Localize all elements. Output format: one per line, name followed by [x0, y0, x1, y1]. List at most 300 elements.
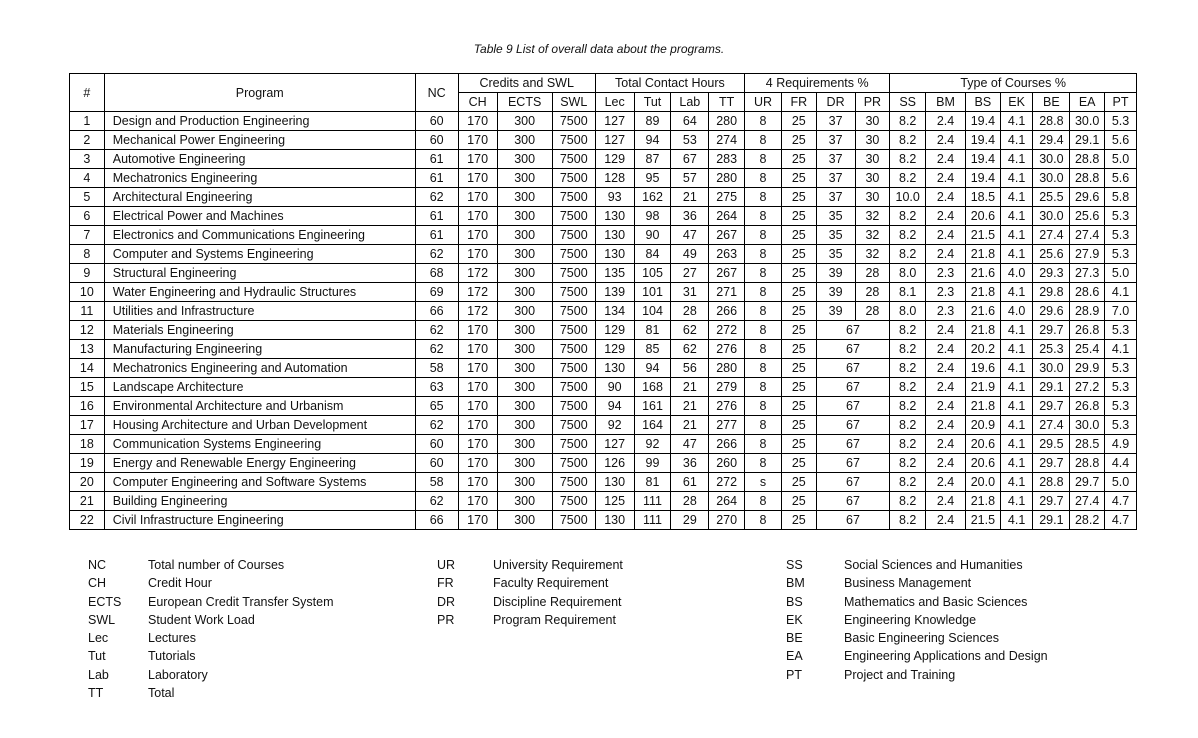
cell-index: 21 [70, 492, 105, 511]
cell-bm: 2.4 [926, 207, 966, 226]
cell-be: 29.7 [1033, 454, 1070, 473]
cell-ch: 172 [458, 302, 497, 321]
cell-program: Housing Architecture and Urban Development [104, 416, 415, 435]
cell-lab: 61 [671, 473, 709, 492]
cell-bs: 21.5 [965, 226, 1000, 245]
cell-ek: 4.1 [1000, 283, 1033, 302]
cell-lab: 67 [671, 150, 709, 169]
legend-description: Discipline Requirement [493, 594, 622, 609]
cell-ch: 170 [458, 207, 497, 226]
cell-swl: 7500 [552, 340, 595, 359]
cell-index: 7 [70, 226, 105, 245]
cell-ch: 170 [458, 454, 497, 473]
cell-bm: 2.3 [926, 302, 966, 321]
programs-table [69, 73, 1137, 530]
cell-tt: 283 [709, 150, 745, 169]
cell-lec: 130 [595, 226, 634, 245]
cell-ch: 170 [458, 245, 497, 264]
cell-ects: 300 [497, 283, 552, 302]
header-group-contact: Total Contact Hours [595, 74, 744, 93]
legend-item [786, 611, 1048, 629]
cell-ur: 8 [745, 188, 782, 207]
cell-fr: 25 [781, 226, 816, 245]
header-nc: NC [415, 74, 458, 112]
cell-fr: 25 [781, 169, 816, 188]
cell-tut: 85 [634, 340, 671, 359]
cell-lec: 127 [595, 435, 634, 454]
table-row [70, 454, 1137, 473]
legend-item [786, 647, 1048, 665]
table-row [70, 302, 1137, 321]
cell-ects: 300 [497, 112, 552, 131]
cell-pt: 5.3 [1105, 321, 1137, 340]
cell-fr: 25 [781, 321, 816, 340]
header-ur: UR [745, 93, 782, 112]
cell-program: Mechanical Power Engineering [104, 131, 415, 150]
cell-ss: 8.2 [890, 454, 926, 473]
cell-program: Manufacturing Engineering [104, 340, 415, 359]
cell-ch: 172 [458, 264, 497, 283]
cell-ea: 28.5 [1070, 435, 1105, 454]
legend-column-course-types [786, 556, 1048, 684]
legend-item [88, 574, 334, 592]
cell-ss: 8.2 [890, 112, 926, 131]
legend-item [88, 611, 334, 629]
cell-be: 25.3 [1033, 340, 1070, 359]
cell-bs: 21.6 [965, 302, 1000, 321]
cell-index: 16 [70, 397, 105, 416]
cell-nc: 62 [415, 321, 458, 340]
cell-fr: 25 [781, 416, 816, 435]
legend-description: European Credit Transfer System [148, 594, 334, 609]
cell-lab: 21 [671, 416, 709, 435]
cell-pt: 5.0 [1105, 150, 1137, 169]
cell-tt: 263 [709, 245, 745, 264]
cell-tt: 272 [709, 473, 745, 492]
cell-fr: 25 [781, 454, 816, 473]
cell-fr: 25 [781, 378, 816, 397]
cell-be: 29.5 [1033, 435, 1070, 454]
cell-nc: 60 [415, 454, 458, 473]
cell-tut: 92 [634, 435, 671, 454]
cell-nc: 60 [415, 435, 458, 454]
cell-ek: 4.1 [1000, 454, 1033, 473]
cell-pr: 28 [855, 283, 890, 302]
cell-lec: 135 [595, 264, 634, 283]
legend-description: Project and Training [844, 667, 956, 682]
cell-ur: 8 [745, 359, 782, 378]
header-row-groups [70, 74, 1137, 93]
cell-swl: 7500 [552, 397, 595, 416]
cell-program: Computer Engineering and Software Systems [104, 473, 415, 492]
cell-bs: 19.4 [965, 131, 1000, 150]
cell-ur: 8 [745, 112, 782, 131]
cell-fr: 25 [781, 245, 816, 264]
cell-index: 5 [70, 188, 105, 207]
legend-description: Total number of Courses [148, 558, 285, 572]
cell-index: 2 [70, 131, 105, 150]
cell-ur: 8 [745, 131, 782, 150]
header-index: # [70, 74, 105, 112]
cell-ur: 8 [745, 492, 782, 511]
header-ek: EK [1000, 93, 1033, 112]
cell-pt: 5.3 [1105, 397, 1137, 416]
cell-program: Structural Engineering [104, 264, 415, 283]
cell-ects: 300 [497, 492, 552, 511]
cell-ur: 8 [745, 264, 782, 283]
cell-program: Water Engineering and Hydraulic Structures [104, 283, 415, 302]
cell-ur: 8 [745, 283, 782, 302]
cell-bm: 2.4 [926, 397, 966, 416]
cell-bm: 2.4 [926, 188, 966, 207]
cell-ss: 8.0 [890, 264, 926, 283]
cell-ur: 8 [745, 397, 782, 416]
cell-fr: 25 [781, 492, 816, 511]
cell-swl: 7500 [552, 302, 595, 321]
cell-bs: 20.0 [965, 473, 1000, 492]
cell-ea: 27.9 [1070, 245, 1105, 264]
legend-description: Engineering Applications and Design [844, 649, 1048, 664]
cell-ea: 26.8 [1070, 397, 1105, 416]
cell-index: 19 [70, 454, 105, 473]
cell-lab: 21 [671, 397, 709, 416]
legend-abbreviation: ECTS [88, 594, 122, 609]
cell-tut: 168 [634, 378, 671, 397]
cell-tt: 272 [709, 321, 745, 340]
cell-ek: 4.1 [1000, 131, 1033, 150]
cell-bs: 20.2 [965, 340, 1000, 359]
cell-ea: 29.1 [1070, 131, 1105, 150]
cell-pt: 4.1 [1105, 283, 1137, 302]
table-row [70, 226, 1137, 245]
cell-index: 20 [70, 473, 105, 492]
cell-program: Mechatronics Engineering [104, 169, 415, 188]
cell-swl: 7500 [552, 264, 595, 283]
cell-program: Building Engineering [104, 492, 415, 511]
cell-tt: 260 [709, 454, 745, 473]
legend-description: Student Work Load [148, 612, 255, 627]
cell-index: 8 [70, 245, 105, 264]
cell-ss: 8.2 [890, 416, 926, 435]
cell-fr: 25 [781, 283, 816, 302]
cell-ek: 4.1 [1000, 397, 1033, 416]
legend-description: Business Management [844, 576, 972, 591]
legend-abbreviation: NC [88, 558, 107, 572]
cell-ects: 300 [497, 473, 552, 492]
cell-be: 29.6 [1033, 302, 1070, 321]
cell-bs: 21.6 [965, 264, 1000, 283]
cell-ss: 8.2 [890, 397, 926, 416]
cell-tut: 111 [634, 511, 671, 530]
cell-ea: 27.3 [1070, 264, 1105, 283]
cell-be: 25.5 [1033, 188, 1070, 207]
cell-ur: 8 [745, 435, 782, 454]
cell-be: 27.4 [1033, 226, 1070, 245]
cell-ects: 300 [497, 359, 552, 378]
cell-program: Architectural Engineering [104, 188, 415, 207]
cell-lec: 126 [595, 454, 634, 473]
cell-index: 14 [70, 359, 105, 378]
cell-lab: 28 [671, 492, 709, 511]
cell-bm: 2.4 [926, 359, 966, 378]
cell-lab: 27 [671, 264, 709, 283]
cell-swl: 7500 [552, 321, 595, 340]
cell-ch: 172 [458, 283, 497, 302]
cell-lab: 57 [671, 169, 709, 188]
cell-tt: 270 [709, 511, 745, 530]
cell-tut: 111 [634, 492, 671, 511]
cell-ea: 27.2 [1070, 378, 1105, 397]
cell-ur: 8 [745, 416, 782, 435]
cell-nc: 66 [415, 302, 458, 321]
cell-program: Design and Production Engineering [104, 112, 415, 131]
cell-bm: 2.4 [926, 416, 966, 435]
cell-fr: 25 [781, 264, 816, 283]
cell-pt: 5.3 [1105, 207, 1137, 226]
cell-ects: 300 [497, 131, 552, 150]
cell-ch: 170 [458, 511, 497, 530]
cell-lec: 90 [595, 378, 634, 397]
table-row [70, 245, 1137, 264]
cell-ek: 4.0 [1000, 302, 1033, 321]
cell-bs: 21.9 [965, 378, 1000, 397]
cell-ects: 300 [497, 511, 552, 530]
cell-ss: 8.2 [890, 359, 926, 378]
cell-ch: 170 [458, 378, 497, 397]
cell-program: Energy and Renewable Energy Engineering [104, 454, 415, 473]
cell-swl: 7500 [552, 511, 595, 530]
cell-be: 29.1 [1033, 378, 1070, 397]
cell-bm: 2.4 [926, 226, 966, 245]
legend-description: Engineering Knowledge [844, 612, 977, 627]
cell-ek: 4.1 [1000, 188, 1033, 207]
cell-swl: 7500 [552, 207, 595, 226]
cell-ek: 4.1 [1000, 359, 1033, 378]
legend-description: Lectures [148, 631, 196, 646]
cell-ea: 28.8 [1070, 169, 1105, 188]
cell-tt: 271 [709, 283, 745, 302]
cell-tut: 94 [634, 359, 671, 378]
cell-lec: 139 [595, 283, 634, 302]
cell-dr: 35 [816, 226, 855, 245]
cell-bm: 2.4 [926, 131, 966, 150]
legend-description: Tutorials [148, 649, 196, 664]
legend-abbreviation: SWL [88, 612, 116, 627]
cell-nc: 62 [415, 416, 458, 435]
header-ss: SS [890, 93, 926, 112]
cell-ss: 8.2 [890, 150, 926, 169]
cell-lab: 31 [671, 283, 709, 302]
header-pt: PT [1105, 93, 1137, 112]
cell-ss: 8.2 [890, 226, 926, 245]
cell-dr: 39 [816, 264, 855, 283]
legend-abbreviation: Lec [88, 631, 109, 646]
cell-bm: 2.4 [926, 492, 966, 511]
table-row [70, 340, 1137, 359]
cell-tt: 279 [709, 378, 745, 397]
cell-tut: 90 [634, 226, 671, 245]
cell-ch: 170 [458, 473, 497, 492]
cell-pt: 5.3 [1105, 226, 1137, 245]
cell-program: Materials Engineering [104, 321, 415, 340]
header-tut: Tut [634, 93, 671, 112]
cell-lab: 56 [671, 359, 709, 378]
cell-ch: 170 [458, 169, 497, 188]
cell-pt: 4.7 [1105, 511, 1137, 530]
cell-dr-pr-combined: 67 [816, 397, 890, 416]
cell-program: Civil Infrastructure Engineering [104, 511, 415, 530]
cell-ek: 4.1 [1000, 435, 1033, 454]
cell-bm: 2.3 [926, 283, 966, 302]
cell-dr: 35 [816, 207, 855, 226]
cell-dr-pr-combined: 67 [816, 454, 890, 473]
legend-item [786, 556, 1048, 574]
header-ch: CH [458, 93, 497, 112]
cell-pt: 5.3 [1105, 359, 1137, 378]
cell-bm: 2.3 [926, 264, 966, 283]
cell-bs: 20.6 [965, 435, 1000, 454]
cell-ur: 8 [745, 245, 782, 264]
cell-ek: 4.1 [1000, 340, 1033, 359]
cell-pt: 5.3 [1105, 416, 1137, 435]
cell-ss: 8.2 [890, 207, 926, 226]
cell-be: 29.7 [1033, 321, 1070, 340]
cell-ch: 170 [458, 226, 497, 245]
cell-ss: 8.2 [890, 435, 926, 454]
header-pr: PR [855, 93, 890, 112]
cell-tt: 267 [709, 226, 745, 245]
cell-ects: 300 [497, 226, 552, 245]
cell-swl: 7500 [552, 169, 595, 188]
cell-ects: 300 [497, 435, 552, 454]
cell-dr-pr-combined: 67 [816, 435, 890, 454]
header-ects: ECTS [497, 93, 552, 112]
cell-nc: 62 [415, 340, 458, 359]
cell-ch: 170 [458, 321, 497, 340]
cell-lab: 28 [671, 302, 709, 321]
cell-ur: 8 [745, 378, 782, 397]
legend-abbreviation: Tut [88, 649, 106, 664]
cell-ects: 300 [497, 397, 552, 416]
cell-dr: 37 [816, 188, 855, 207]
cell-pr: 30 [855, 150, 890, 169]
cell-swl: 7500 [552, 245, 595, 264]
cell-swl: 7500 [552, 378, 595, 397]
cell-lec: 128 [595, 169, 634, 188]
cell-swl: 7500 [552, 226, 595, 245]
cell-ects: 300 [497, 169, 552, 188]
legend-item [437, 611, 623, 629]
cell-ek: 4.1 [1000, 207, 1033, 226]
cell-nc: 63 [415, 378, 458, 397]
cell-fr: 25 [781, 340, 816, 359]
cell-ea: 29.7 [1070, 473, 1105, 492]
cell-lab: 49 [671, 245, 709, 264]
table-row [70, 150, 1137, 169]
legend-abbreviation: CH [88, 576, 107, 591]
cell-pt: 5.0 [1105, 473, 1137, 492]
cell-ea: 27.4 [1070, 226, 1105, 245]
legend-item [88, 684, 334, 702]
cell-pt: 7.0 [1105, 302, 1137, 321]
cell-be: 25.6 [1033, 245, 1070, 264]
cell-dr: 37 [816, 150, 855, 169]
table-row [70, 188, 1137, 207]
cell-index: 9 [70, 264, 105, 283]
cell-tut: 84 [634, 245, 671, 264]
cell-be: 28.8 [1033, 112, 1070, 131]
legend-description: Social Sciences and Humanities [844, 558, 1023, 572]
cell-program: Electrical Power and Machines [104, 207, 415, 226]
cell-fr: 25 [781, 473, 816, 492]
cell-lab: 47 [671, 226, 709, 245]
cell-lab: 53 [671, 131, 709, 150]
cell-lab: 36 [671, 454, 709, 473]
cell-ur: 8 [745, 169, 782, 188]
legend-column-requirements [437, 556, 623, 629]
legend-item [786, 666, 1048, 684]
legend-abbreviation: EK [786, 612, 803, 627]
cell-lab: 47 [671, 435, 709, 454]
cell-bs: 21.5 [965, 511, 1000, 530]
cell-ects: 300 [497, 378, 552, 397]
cell-nc: 61 [415, 169, 458, 188]
legend-column-general [88, 556, 334, 702]
cell-ea: 28.6 [1070, 283, 1105, 302]
cell-ek: 4.1 [1000, 226, 1033, 245]
table-row [70, 473, 1137, 492]
cell-ss: 10.0 [890, 188, 926, 207]
cell-program: Communication Systems Engineering [104, 435, 415, 454]
cell-bs: 21.8 [965, 492, 1000, 511]
cell-ur: s [745, 473, 782, 492]
cell-tut: 94 [634, 131, 671, 150]
cell-ss: 8.2 [890, 169, 926, 188]
cell-ea: 28.9 [1070, 302, 1105, 321]
header-lec: Lec [595, 93, 634, 112]
table-row [70, 511, 1137, 530]
cell-ek: 4.1 [1000, 473, 1033, 492]
legend-abbreviation: TT [88, 686, 104, 701]
cell-program: Electronics and Communications Engineering [104, 226, 415, 245]
cell-fr: 25 [781, 150, 816, 169]
header-be: BE [1033, 93, 1070, 112]
cell-ur: 8 [745, 511, 782, 530]
cell-bm: 2.4 [926, 435, 966, 454]
cell-nc: 60 [415, 112, 458, 131]
cell-ss: 8.2 [890, 511, 926, 530]
header-fr: FR [781, 93, 816, 112]
cell-bs: 20.6 [965, 207, 1000, 226]
cell-ur: 8 [745, 207, 782, 226]
cell-dr-pr-combined: 67 [816, 473, 890, 492]
cell-program: Environmental Architecture and Urbanism [104, 397, 415, 416]
cell-pr: 30 [855, 112, 890, 131]
cell-ss: 8.2 [890, 321, 926, 340]
cell-tut: 161 [634, 397, 671, 416]
cell-fr: 25 [781, 359, 816, 378]
cell-bs: 21.8 [965, 397, 1000, 416]
cell-dr-pr-combined: 67 [816, 340, 890, 359]
legend-abbreviation: UR [437, 558, 456, 572]
cell-nc: 61 [415, 226, 458, 245]
cell-lec: 129 [595, 340, 634, 359]
cell-lab: 29 [671, 511, 709, 530]
cell-nc: 66 [415, 511, 458, 530]
table-row [70, 112, 1137, 131]
cell-nc: 58 [415, 359, 458, 378]
cell-tt: 276 [709, 397, 745, 416]
